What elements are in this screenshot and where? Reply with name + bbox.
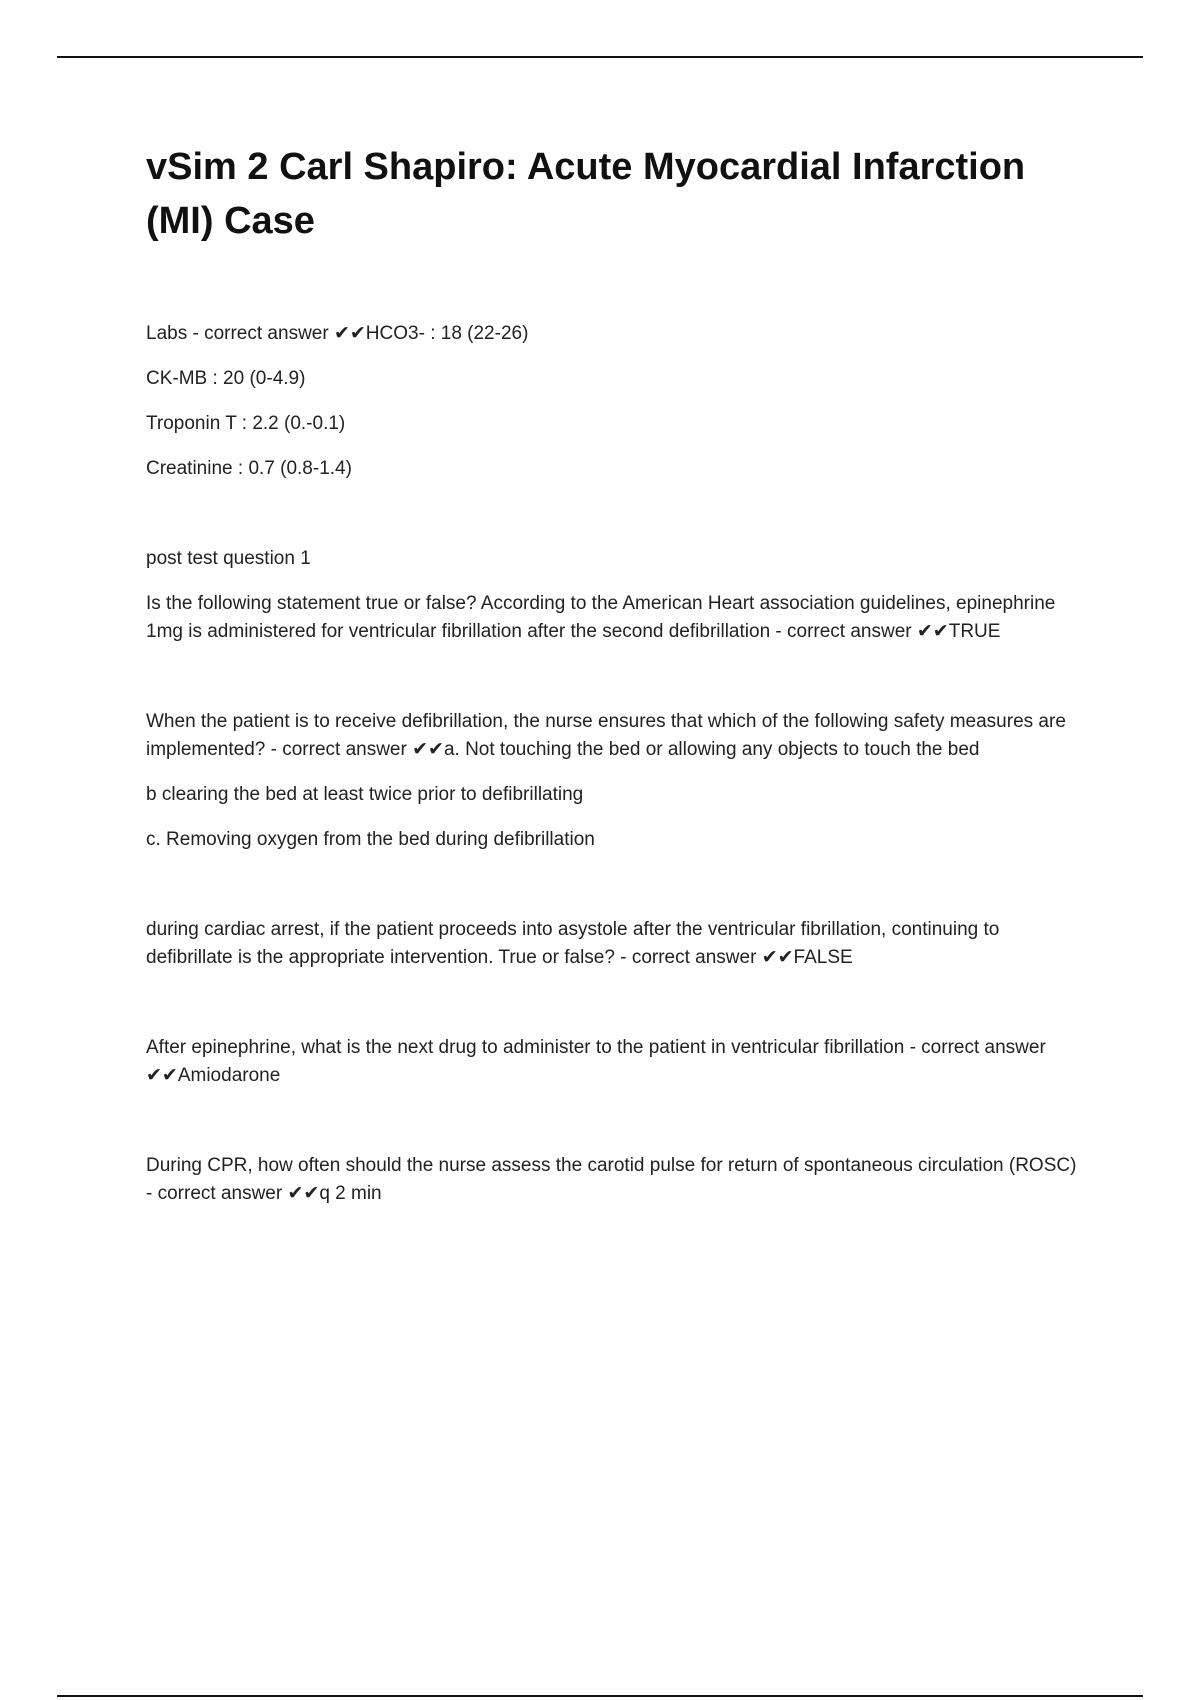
lab-creatinine: Creatinine : 0.7 (0.8-1.4) [146, 458, 352, 479]
lab-ckmb: CK-MB : 20 (0-4.9) [146, 368, 306, 389]
top-rule [57, 56, 1143, 58]
document-title: vSim 2 Carl Shapiro: Acute Myocardial Infarction (MI) Case [146, 146, 1026, 242]
question-2-stem: When the patient is to receive defibrillation, the nurse ensures that which of the following safety measures are implemented? - correct answer ✔✔a. Not touching the bed or allowing any objects to touch the bed [146, 711, 1066, 760]
question-1: Is the following statement true or false? According to the American Heart association guidelines, epinephrine 1mg is administered for ventricular fibrillation after the second defibrillation - correct answer ✔✔TRUE [146, 593, 1056, 642]
post-test-heading: post test question 1 [146, 548, 311, 569]
bottom-rule [57, 1695, 1143, 1697]
document-body [146, 140, 1086, 1208]
lab-troponin: Troponin T : 2.2 (0.-0.1) [146, 413, 346, 434]
lab-hco3: Labs - correct answer ✔✔HCO3- : 18 (22-26) [146, 323, 529, 344]
question-2-option-b: b clearing the bed at least twice prior to defibrillating [146, 784, 584, 805]
question-3: during cardiac arrest, if the patient proceeds into asystole after the ventricular fibrillation, continuing to defibrillate is the appropriate intervention. True or false? - correct answer ✔✔FALSE [146, 919, 1000, 968]
question-5: During CPR, how often should the nurse assess the carotid pulse for return of spontaneous circulation (ROSC) - correct answer ✔✔q 2 min [146, 1155, 1077, 1204]
question-2-option-c: c. Removing oxygen from the bed during defibrillation [146, 829, 595, 850]
question-4: After epinephrine, what is the next drug to administer to the patient in ventricular fibrillation - correct answer ✔✔Amiodarone [146, 1037, 1046, 1086]
